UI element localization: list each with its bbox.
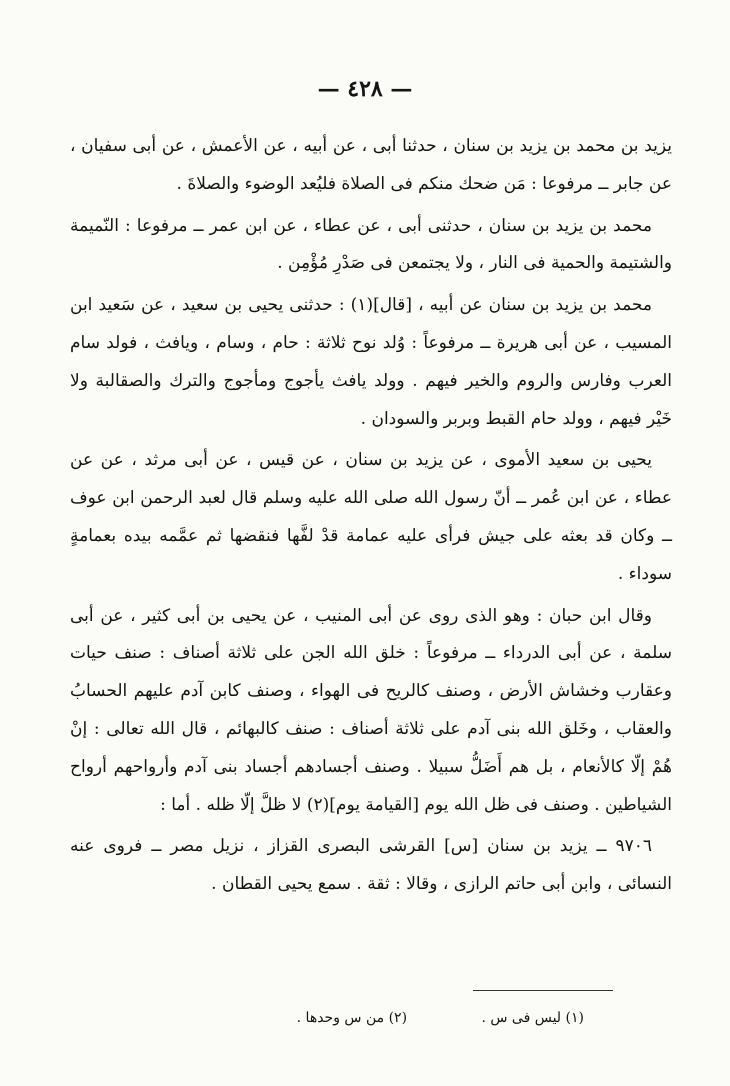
footnotes [70, 1006, 584, 1030]
page-number: — ٤٢٨ — [317, 76, 413, 102]
footnote-2: (٢) من س وحدها . [296, 1010, 408, 1026]
footnote-divider [473, 990, 613, 991]
paragraph-5: وقال ابن حبان : وهو الذى روى عن أبى المنيب ، عن يحيى بن أبى كثير ، عن أبى سلمة ، عن أبى الدرداء ــ مرفوعاً : خلق الله الجن على ثلاثة أصناف : صنف حيات وعقارب وخشاش الأرض ، وصنف كالريح فى الهواء ، وصنف كابن آدم عليهم الحسابُ والعقاب ، وخَلق الله بنى آدم على ثلاثة أصناف : صنف كالبهائم ، قال الله تعالى : إنْ هُمْ إلّا كالأنعام ، بل هم أَضَلُّ سبيلا . وصنف أجسادهم أجساد بنى آدم وأرواحهم أرواح الشياطين . وصنف فى ظل الله يوم [القيامة يوم](٢) لا ظلَّ إلّا ظله . أما : [70, 605, 672, 815]
paragraph-3: محمد بن يزيد بن سنان عن أبيه ، [قال](١) : حدثنى يحيى بن سعيد ، عن سَعيد ابن المسيب ، عن أبى هريرة ــ مرفوعاً : وُلد نوح ثلاثة : حام ، وسام ، ويافث ، فولد سام العرب وفارس والروم والخير فيهم . وولد يافث يأجوج ومأجوج والترك والصقالبة ولا خَيْر فيهم ، وولد حام القبط وبربر والسودان . [70, 295, 672, 429]
paragraph-1: يزيد بن محمد بن يزيد بن سنان ، حدثنا أبى ، عن أبيه ، عن الأعمش ، عن أبى سفيان ، عن جابر ــ مرفوعا : مَن ضحك منكم فى الصلاة فليُعد الوضوء والصلاةَ . [70, 136, 672, 194]
paragraph-2: محمد بن يزيد بن سنان ، حدثنى أبى ، عن عطاء ، عن ابن عمر ــ مرفوعا : النّميمة والشتيمة والحمية فى النار ، ولا يجتمعن فى صَدْرِ مُؤْمِن . [70, 215, 672, 274]
main-text [70, 128, 672, 908]
paragraph-4: يحيى بن سعيد الأموى ، عن يزيد بن سنان ، عن قيس ، عن أبى مرثد ، عن عن عطاء ، عن ابن عُمر ــ أنّ رسول الله صلى الله عليه وسلم قال لعبد الرحمن ابن عوف ــ وكان قد بعثه على جيش فرأى عليه عمامة قدْ لفَّها فنقضها ثم عمَّمه بيده بعمامةٍ سوداء . [70, 450, 672, 584]
entry-9706: ٩٧٠٦ ــ يزيد بن سنان [س] القرشى البصرى القزاز ، نزيل مصر ــ فروى عنه النسائى ، وابن أبى حاتم الرازى ، وقالا : ثقة . سمع يحيى القطان . [70, 836, 672, 895]
footnote-1: (١) ليس فى س . [481, 1010, 584, 1026]
